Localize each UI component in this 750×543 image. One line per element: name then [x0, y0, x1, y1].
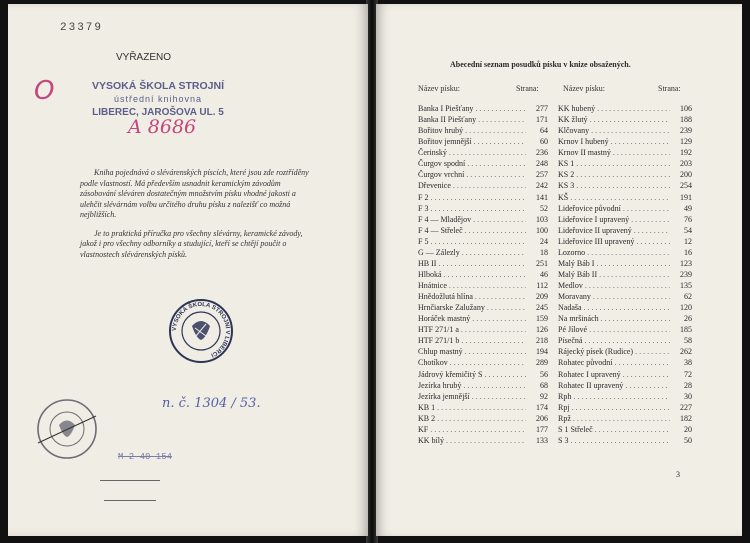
- page-ref: 188: [670, 114, 692, 125]
- list-item: [558, 335, 692, 346]
- page-ref: 192: [670, 147, 692, 158]
- list-item: [418, 103, 548, 114]
- sand-name: S 3 . . .: [558, 435, 670, 446]
- sand-name: Hnědožlutá hlína . . .: [418, 291, 526, 302]
- list-item: [418, 236, 548, 247]
- page-ref: 49: [670, 203, 692, 214]
- sand-name: Lideřovice III upravený . . .: [558, 236, 670, 247]
- list-item: [418, 402, 548, 413]
- sand-name: Hnátnice . . .: [418, 280, 526, 291]
- sand-name: Hrnčiarske Zalužany . . .: [418, 302, 526, 313]
- sand-name: KK bílý . . .: [418, 435, 526, 446]
- list-item: [418, 324, 548, 335]
- sand-name: F 2 . . .: [418, 192, 526, 203]
- sand-name: Lideřovice I upravený . . .: [558, 214, 670, 225]
- sand-name: KB 2 . . .: [418, 413, 526, 424]
- page-ref: 30: [670, 391, 692, 402]
- page-ref: 248: [526, 158, 548, 169]
- list-item: [558, 435, 692, 446]
- list-item: [418, 180, 548, 191]
- col-page-header-right: Strana:: [658, 84, 681, 93]
- sand-name: Malý Báb I . . .: [558, 258, 670, 269]
- library-stamp-line1: VYSOKÁ ŠKOLA STROJNÍ: [91, 80, 225, 92]
- sand-name: Lideřovice II upravený . . .: [558, 225, 670, 236]
- col-name-header-right: Název písku:: [563, 84, 605, 93]
- sand-name: Rohatec II upravený . . .: [558, 380, 670, 391]
- sand-name: Chlup mastný . . .: [418, 346, 526, 357]
- page-ref: 50: [670, 435, 692, 446]
- sand-name: KF . . .: [418, 424, 526, 435]
- sand-name: KK hubený . . .: [558, 103, 670, 114]
- list-item: [558, 258, 692, 269]
- sand-name: KS 3 . . .: [558, 180, 670, 191]
- inventory-number: M 2 40 154: [118, 452, 173, 462]
- page-ref: 177: [526, 424, 548, 435]
- sand-name: Klčovany . . .: [558, 125, 670, 136]
- page-ref: 58: [670, 335, 692, 346]
- sand-name: Banka I Piešťany . . .: [418, 103, 526, 114]
- sand-name: KS 1 . . .: [558, 158, 670, 169]
- sand-name: Na mršinách . . .: [558, 313, 670, 324]
- page-ref: 218: [526, 335, 548, 346]
- sand-name: KS 2 . . .: [558, 169, 670, 180]
- page-ref: 254: [670, 180, 692, 191]
- page-ref: 182: [670, 413, 692, 424]
- sand-name: Krnov I hubený . . .: [558, 136, 670, 147]
- sand-name: Bořitov jemnější . . .: [418, 136, 526, 147]
- page-ref: 200: [670, 169, 692, 180]
- list-item: [558, 324, 692, 335]
- page-ref: 277: [526, 103, 548, 114]
- library-stamp-line3: LIBEREC, JAROŠOVA UL. 5: [92, 107, 224, 118]
- page-ref: 12: [670, 236, 692, 247]
- sand-name: Nadaša . . .: [558, 302, 670, 313]
- list-item: [558, 158, 692, 169]
- page-ref: 141: [526, 192, 548, 203]
- page-ref: 159: [526, 313, 548, 324]
- page-ref: 52: [526, 203, 548, 214]
- sand-name: KŠ . . .: [558, 192, 670, 203]
- list-item: [418, 192, 548, 203]
- list-item: [418, 346, 548, 357]
- page-ref: 54: [670, 225, 692, 236]
- list-item: [558, 280, 692, 291]
- page-ref: 126: [526, 324, 548, 335]
- sand-name: S 1 Střeleč . . .: [558, 424, 670, 435]
- list-item: [418, 313, 548, 324]
- list-item: [418, 380, 548, 391]
- sand-name: Malý Báb II . . .: [558, 269, 670, 280]
- sand-name: Krnov II mastný . . .: [558, 147, 670, 158]
- list-item: [418, 225, 548, 236]
- sand-name: HTF 271/1 b . . .: [418, 335, 526, 346]
- sand-name: Písečná . . .: [558, 335, 670, 346]
- list-item: [418, 125, 548, 136]
- sand-name: KK žlutý . . .: [558, 114, 670, 125]
- page-ref: 174: [526, 402, 548, 413]
- page-ref: 26: [670, 313, 692, 324]
- page-number: 3: [676, 470, 680, 479]
- library-stamp-line2: ústřední knihovna: [113, 94, 203, 104]
- list-item: [558, 247, 692, 258]
- page-ref: 106: [670, 103, 692, 114]
- list-item: [558, 169, 692, 180]
- sand-name: Moravany . . .: [558, 291, 670, 302]
- pencil-line-1: [100, 480, 160, 481]
- foreword-paragraph-2: Je to praktická příručka pro všechny slévárny, keramické závody, jakož i pro všechny odborníky a studující, kteří se chtějí poučit o vlastnostech slévárenských písků.: [80, 228, 303, 259]
- page-ref: 206: [526, 413, 548, 424]
- page-ref: 245: [526, 302, 548, 313]
- index-list-right: [558, 103, 692, 446]
- page-ref: 133: [526, 435, 548, 446]
- list-item: [558, 125, 692, 136]
- page-ref: 227: [670, 402, 692, 413]
- accession-number: 23379: [60, 22, 104, 34]
- sand-name: Banka II Piešťany . . .: [418, 114, 526, 125]
- page-ref: 60: [526, 136, 548, 147]
- list-item: [418, 357, 548, 368]
- sand-name: F 4 — Mladějov . . .: [418, 214, 526, 225]
- list-item: [558, 236, 692, 247]
- list-item: [418, 413, 548, 424]
- page-ref: 123: [670, 258, 692, 269]
- list-item: [558, 346, 692, 357]
- list-item: [558, 424, 692, 435]
- page-ref: 24: [526, 236, 548, 247]
- list-item: [558, 147, 692, 158]
- page-ref: 262: [670, 346, 692, 357]
- page-ref: 171: [526, 114, 548, 125]
- page-ref: 239: [670, 269, 692, 280]
- list-item: [558, 269, 692, 280]
- page-ref: 242: [526, 180, 548, 191]
- handwritten-signature: n. č. 1304 / 53.: [162, 396, 261, 411]
- list-item: [418, 280, 548, 291]
- page-ref: 28: [670, 380, 692, 391]
- list-item: [418, 214, 548, 225]
- list-item: [558, 391, 692, 402]
- page-ref: 203: [670, 158, 692, 169]
- page-ref: 72: [670, 369, 692, 380]
- sand-name: Medlov . . .: [558, 280, 670, 291]
- sand-name: Čurgov vrchní . . .: [418, 169, 526, 180]
- sand-name: G — Zálezly . . .: [418, 247, 526, 258]
- page-ref: 62: [670, 291, 692, 302]
- page-ref: 92: [526, 391, 548, 402]
- index-list-left: [418, 103, 548, 446]
- list-item: [558, 357, 692, 368]
- list-item: [558, 313, 692, 324]
- sand-name: Lozorno . . .: [558, 247, 670, 258]
- list-item: [558, 413, 692, 424]
- library-stamp: [78, 80, 238, 119]
- discard-stamp: VYŘAZENO: [116, 52, 172, 63]
- page-ref: 185: [670, 324, 692, 335]
- seal-text: VYSOKÁ ŠKOLA STROJNÍ V LIBERCI: [171, 301, 231, 358]
- sand-name: F 3 . . .: [418, 203, 526, 214]
- list-item: [558, 103, 692, 114]
- list-item: [418, 203, 548, 214]
- page-ref: 191: [670, 192, 692, 203]
- sand-name: Horáček mastný . . .: [418, 313, 526, 324]
- list-item: [418, 114, 548, 125]
- sand-name: Rohatec I upravený . . .: [558, 369, 670, 380]
- page-ref: 76: [670, 214, 692, 225]
- page-ref: 68: [526, 380, 548, 391]
- sand-name: Hlboká . . .: [418, 269, 526, 280]
- page-ref: 103: [526, 214, 548, 225]
- list-item: [418, 435, 548, 446]
- list-item: [418, 269, 548, 280]
- sand-name: Rph . . .: [558, 391, 670, 402]
- list-item: [418, 169, 548, 180]
- sand-name: Lideřovice původní . . .: [558, 203, 670, 214]
- list-item: [558, 136, 692, 147]
- list-item: [418, 147, 548, 158]
- list-item: [558, 180, 692, 191]
- page-ref: 20: [670, 424, 692, 435]
- list-item: [418, 158, 548, 169]
- page-ref: 46: [526, 269, 548, 280]
- list-item: [558, 402, 692, 413]
- list-item: [418, 424, 548, 435]
- list-item: [418, 302, 548, 313]
- list-item: [558, 214, 692, 225]
- list-item: [558, 192, 692, 203]
- list-item: [558, 380, 692, 391]
- page-ref: 209: [526, 291, 548, 302]
- sand-name: Chotíkov . . .: [418, 357, 526, 368]
- page-ref: 56: [526, 369, 548, 380]
- foreword-paragraph-1: Kniha pojednává o slévárenských píscích, které jsou zde roztříděny podle vlastností. Má především usnadnit keramickým závodům zásobování sléváren dostatečným množstvím písku vhodné jakosti a ulehčit slévárnám volbu určitého druhu písku z nalezišť co možná nejbližších.: [80, 168, 309, 219]
- sand-name: HB II . . .: [418, 258, 526, 269]
- page-ref: 129: [670, 136, 692, 147]
- list-item: [418, 335, 548, 346]
- page-ref: 16: [670, 247, 692, 258]
- sand-name: Pé Jílové . . .: [558, 324, 670, 335]
- col-name-header-left: Název písku:: [418, 84, 460, 93]
- sand-name: Rpj . . .: [558, 402, 670, 413]
- library-seal-small-icon: [36, 398, 98, 460]
- page-ref: 64: [526, 125, 548, 136]
- page-ref: 100: [526, 225, 548, 236]
- list-item: [418, 136, 548, 147]
- library-seal-icon: [168, 298, 234, 364]
- page-ref: 135: [670, 280, 692, 291]
- list-item: [418, 258, 548, 269]
- list-item: [558, 203, 692, 214]
- list-item: [558, 114, 692, 125]
- col-page-header-left: Strana:: [516, 84, 539, 93]
- page-ref: 194: [526, 346, 548, 357]
- page-ref: 251: [526, 258, 548, 269]
- page-ref: 239: [670, 125, 692, 136]
- sand-name: Čerinský . . .: [418, 147, 526, 158]
- list-item: [418, 291, 548, 302]
- index-title: Abecední seznam posudků písku v knize obsažených.: [450, 60, 631, 69]
- page-ref: 236: [526, 147, 548, 158]
- page-ref: 18: [526, 247, 548, 258]
- sand-name: F 4 — Střeleč . . .: [418, 225, 526, 236]
- sand-name: Dřevenice . . .: [418, 180, 526, 191]
- sand-name: Jezírka jemnější . . .: [418, 391, 526, 402]
- handwritten-mark: O: [34, 76, 55, 106]
- sand-name: F 5 . . .: [418, 236, 526, 247]
- list-item: [418, 391, 548, 402]
- sand-name: Bořitov hrubý . . .: [418, 125, 526, 136]
- pencil-line-2: [104, 500, 156, 501]
- sand-name: HTF 271/1 a . . .: [418, 324, 526, 335]
- list-item: [558, 225, 692, 236]
- page-ref: 120: [670, 302, 692, 313]
- list-item: [558, 369, 692, 380]
- foreword: [80, 168, 310, 268]
- sand-name: Čurgov spodní . . .: [418, 158, 526, 169]
- handwritten-code: A 8686: [128, 116, 197, 138]
- list-item: [558, 302, 692, 313]
- page-ref: 112: [526, 280, 548, 291]
- sand-name: Jádrový křemičitý S . . .: [418, 369, 526, 380]
- sand-name: KB 1 . . .: [418, 402, 526, 413]
- list-item: [418, 369, 548, 380]
- sand-name: Rohatec původní . . .: [558, 357, 670, 368]
- sand-name: Jezírka hrubý . . .: [418, 380, 526, 391]
- page-ref: 38: [670, 357, 692, 368]
- list-item: [558, 291, 692, 302]
- page-ref: 257: [526, 169, 548, 180]
- sand-name: Rájecký písek (Rudice) . . .: [558, 346, 670, 357]
- page-ref: 289: [526, 357, 548, 368]
- list-item: [418, 247, 548, 258]
- sand-name: Rpž . . .: [558, 413, 670, 424]
